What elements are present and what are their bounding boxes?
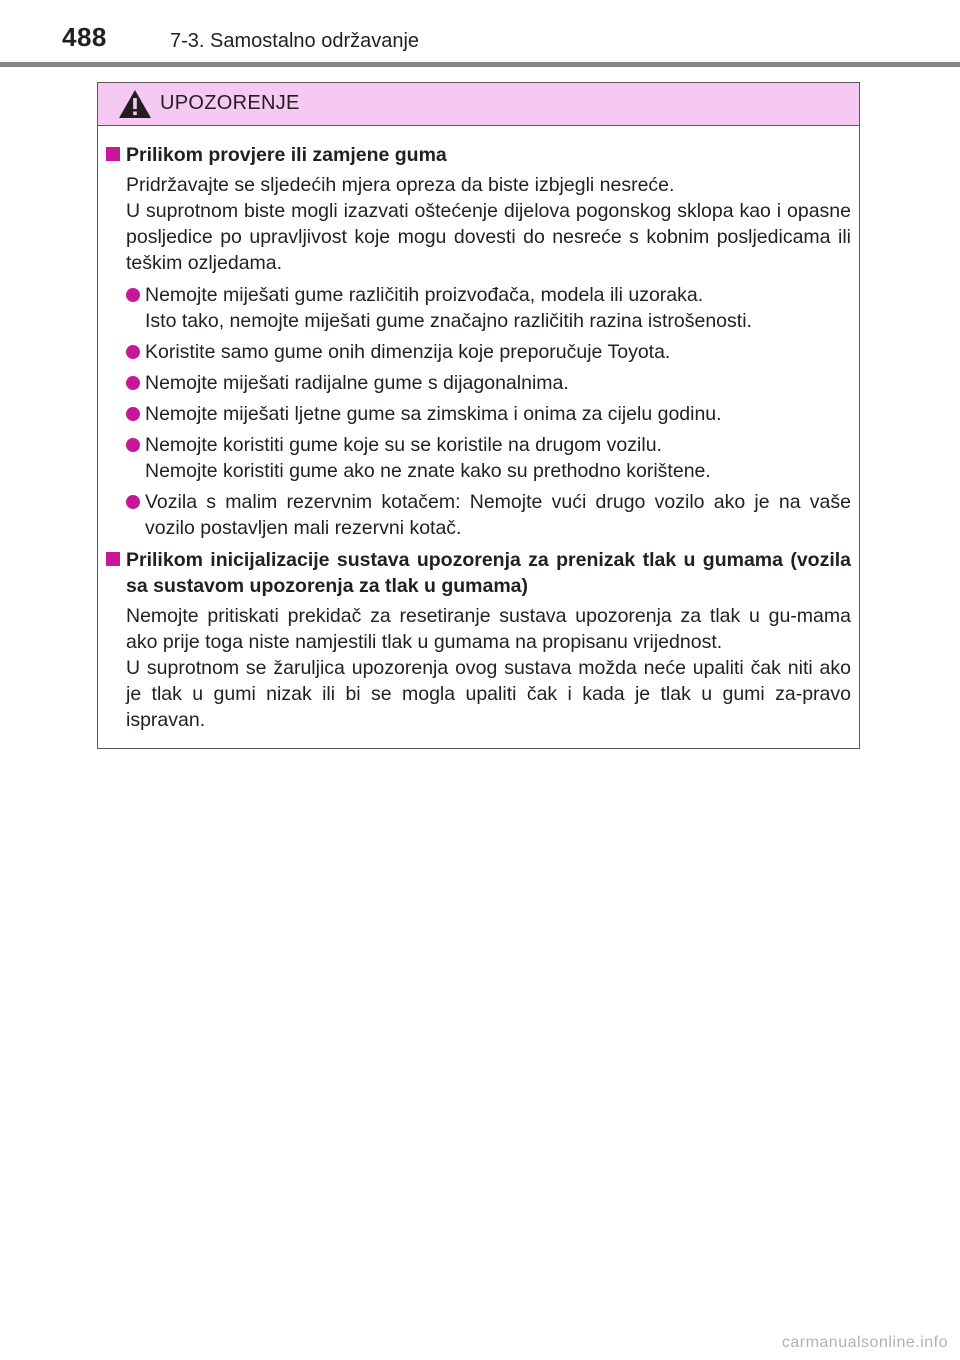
- list-item-line: Isto tako, nemojte miješati gume značajno različitih razina istrošenosti.: [145, 310, 752, 332]
- section-heading-text: Prilikom provjere ili zamjene guma: [126, 144, 447, 166]
- square-bullet-icon: [106, 147, 120, 161]
- watermark: carmanualsonline.info: [781, 1334, 948, 1351]
- warning-box: [97, 82, 860, 749]
- round-bullet-icon: [126, 407, 140, 421]
- list-item-line: Nemojte miješati ljetne gume sa zimskima i onima za cijelu godinu.: [145, 403, 722, 425]
- round-bullet-icon: [126, 345, 140, 359]
- paragraph-line: U suprotnom se žaruljica upozorenja ovog sustava možda neće upaliti čak niti ako je tlak u gumi nizak ili bi se mogla upaliti čak i kada je tlak u gumi za-pravo ispravan.: [126, 657, 851, 731]
- round-bullet-icon: [126, 495, 140, 509]
- list-item: [126, 339, 851, 365]
- paragraph: [126, 603, 851, 733]
- section-title: 7-3. Samostalno održavanje: [170, 30, 420, 52]
- section-heading: [106, 142, 851, 168]
- paragraph-line: Nemojte pritiskati prekidač za resetiranje sustava upozorenja za tlak u gu-mama ako prije toga niste namjestili tlak u gumama na propisanu vrijednost.: [126, 605, 851, 653]
- list-item-line: Nemojte koristiti gume koje su se koristile na drugom vozilu.: [145, 434, 662, 456]
- list-item: [126, 282, 851, 334]
- square-bullet-icon: [106, 552, 120, 566]
- bullet-list: [126, 282, 851, 541]
- list-item: [126, 489, 851, 541]
- paragraph-line: Pridržavajte se sljedećih mjera opreza da biste izbjegli nesreće.: [126, 174, 675, 196]
- round-bullet-icon: [126, 438, 140, 452]
- warning-body: [98, 126, 859, 733]
- list-item-line: Nemojte miješati radijalne gume s dijagonalnima.: [145, 372, 569, 394]
- list-item: [126, 370, 851, 396]
- paragraph: [126, 172, 851, 276]
- round-bullet-icon: [126, 288, 140, 302]
- round-bullet-icon: [126, 376, 140, 390]
- section-heading-text: Prilikom inicijalizacije sustava upozorenja za prenizak tlak u gumama (vozila sa sustavom upozorenja za tlak u gumama): [126, 549, 851, 597]
- warning-triangle-icon: [118, 89, 152, 119]
- list-item: [126, 401, 851, 427]
- page-header: [0, 0, 960, 64]
- section-heading: [106, 547, 851, 599]
- list-item-line: Nemojte miješati gume različitih proizvođača, modela ili uzoraka.: [145, 284, 704, 306]
- warning-header: [98, 83, 859, 126]
- header-rule: [0, 62, 960, 67]
- list-item-line: Koristite samo gume onih dimenzija koje preporučuje Toyota.: [145, 341, 671, 363]
- warning-title: UPOZORENJE: [160, 92, 300, 114]
- list-item: [126, 432, 851, 484]
- page-number: 488: [62, 22, 107, 52]
- paragraph-line: U suprotnom biste mogli izazvati oštećenje dijelova pogonskog sklopa kao i opasne posljedice po upravljivost koje mogu dovesti do nesreće s kobnim posljedicama ili teškim ozljedama.: [126, 200, 851, 274]
- list-item-line: Vozila s malim rezervnim kotačem: Nemojte vući drugo vozilo ako je na vaše vozilo postavljen mali rezervni kotač.: [145, 491, 851, 539]
- list-item-line: Nemojte koristiti gume ako ne znate kako su prethodno korištene.: [145, 460, 711, 482]
